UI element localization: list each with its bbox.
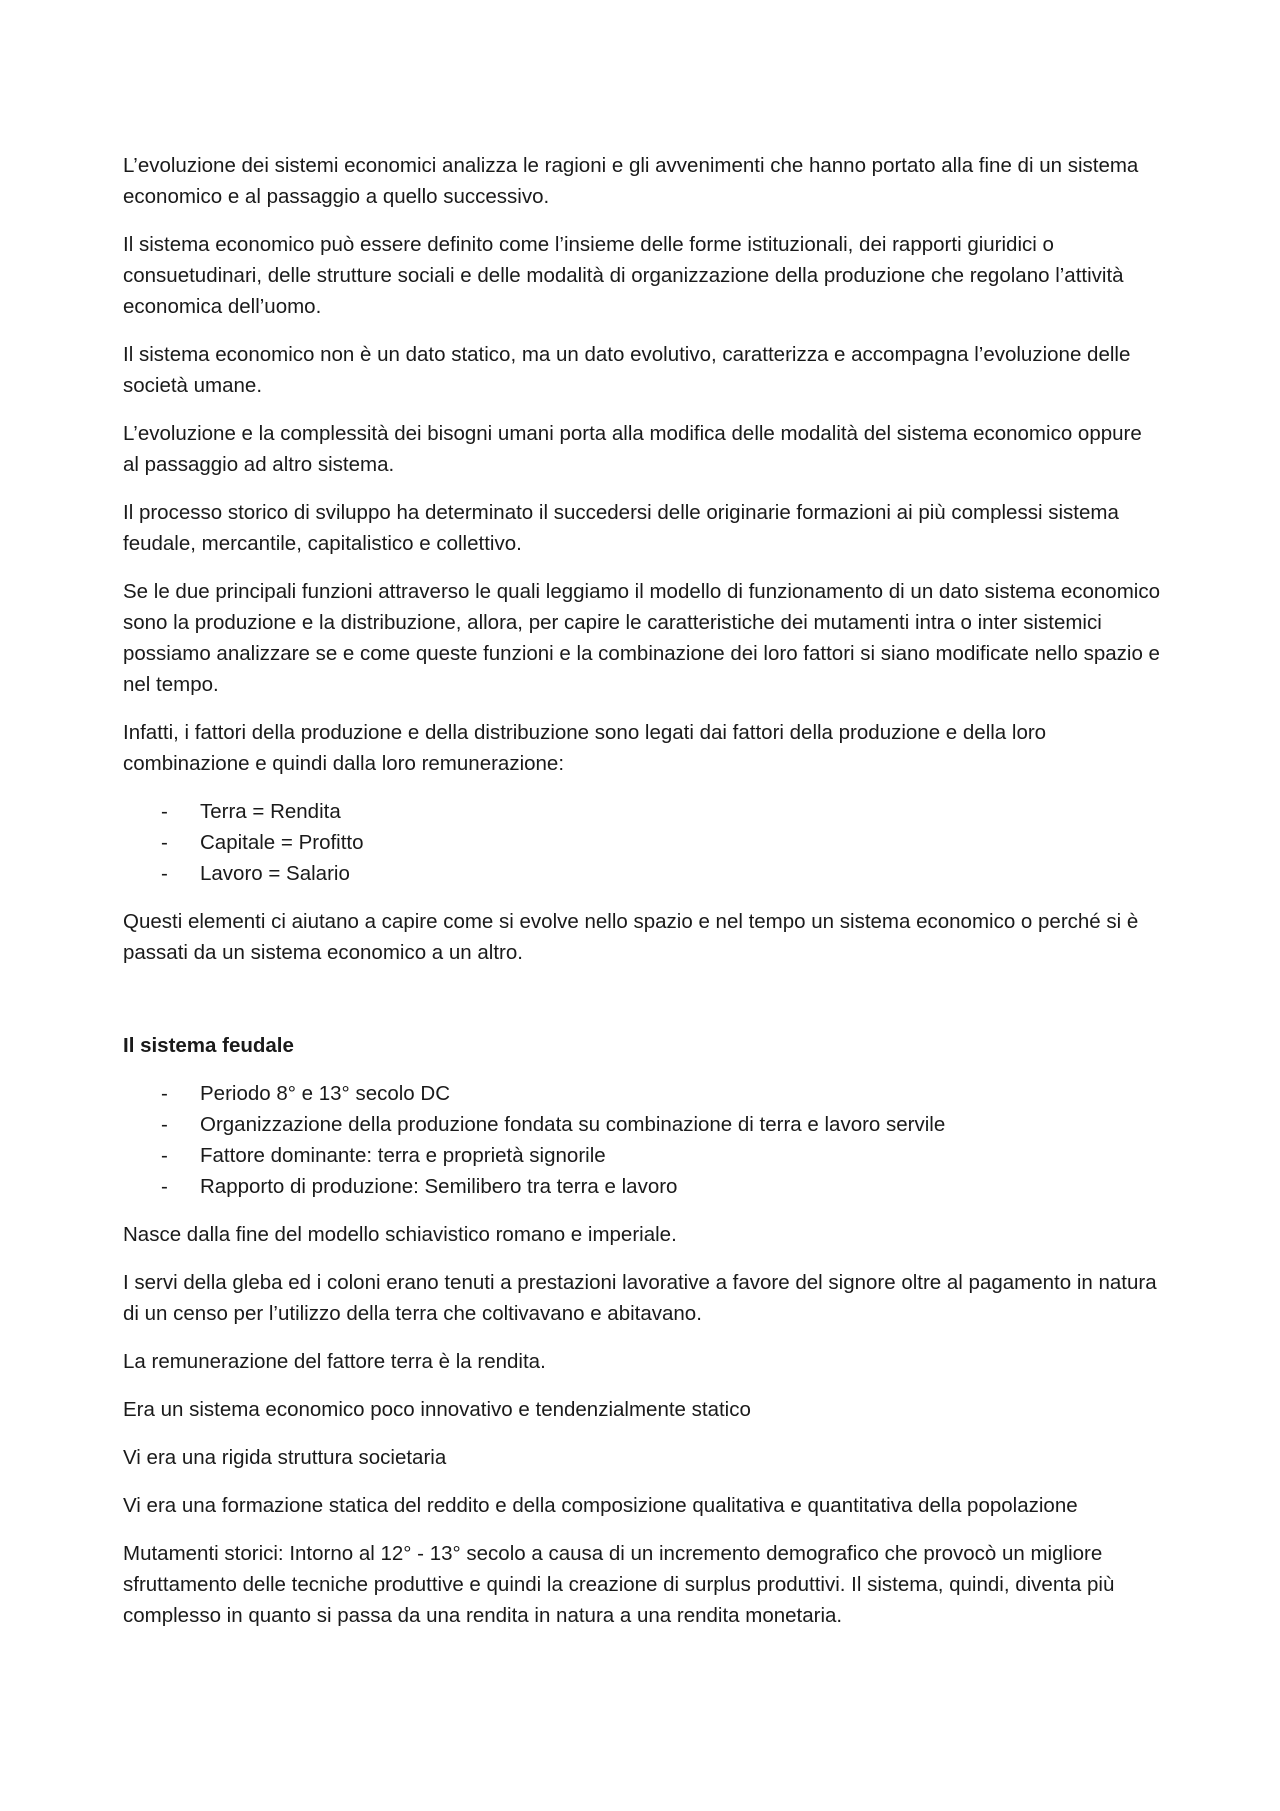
paragraph-intro-7: Infatti, i fattori della produzione e della distribuzione sono legati dai fattori della produzione e della loro combinazione e quindi dalla loro remunerazione: xyxy=(123,721,1047,775)
paragraph-intro-8: Questi elementi ci aiutano a capire come si evolve nello spazio e nel tempo un sistema economico o perché si è passati da un sistema economico a un altro. xyxy=(123,910,1139,964)
list-item: - Lavoro = Salario xyxy=(161,858,1160,889)
paragraph-feudal-4: Era un sistema economico poco innovativo e tendenzialmente statico xyxy=(123,1398,751,1421)
paragraph-intro-1: L’evoluzione dei sistemi economici analizza le ragioni e gli avvenimenti che hanno portato alla fine di un sistema economico e al passaggio a quello successivo. xyxy=(123,154,1139,208)
paragraph-feudal-2: I servi della gleba ed i coloni erano tenuti a prestazioni lavorative a favore del signore oltre al pagamento in natura di un censo per l’utilizzo della terra che coltivavano e abitavano. xyxy=(123,1271,1157,1325)
list-item: - Periodo 8° e 13° secolo DC xyxy=(161,1078,1160,1109)
section-heading-feudal: Il sistema feudale xyxy=(123,1034,294,1057)
list-item: - Rapporto di produzione: Semilibero tra terra e lavoro xyxy=(161,1171,1160,1202)
paragraph-feudal-1: Nasce dalla fine del modello schiavistico romano e imperiale. xyxy=(123,1223,677,1246)
paragraph-intro-2: Il sistema economico può essere definito come l’insieme delle forme istituzionali, dei rapporti giuridici o consuetudinari, delle strutture sociali e delle modalità di organizzazione della produzione che regolano l’attività economica dell’uomo. xyxy=(123,233,1124,318)
list-item: - Capitale = Profitto xyxy=(161,827,1160,858)
factors-list xyxy=(123,796,1160,889)
paragraph-intro-6: Se le due principali funzioni attraverso le quali leggiamo il modello di funzionamento di un dato sistema economico sono la produzione e la distribuzione, allora, per capire le caratteristiche dei mutamenti intra o inter sistemici possiamo analizzare se e come queste funzioni e la combinazione dei loro fattori si siano modificate nello spazio e nel tempo. xyxy=(123,580,1160,696)
list-item: - Organizzazione della produzione fondata su combinazione di terra e lavoro servile xyxy=(161,1109,1160,1140)
paragraph-feudal-5: Vi era una rigida struttura societaria xyxy=(123,1446,447,1469)
feudal-features-list xyxy=(123,1078,1160,1202)
list-item: - Terra = Rendita xyxy=(161,796,1160,827)
paragraph-feudal-7: Mutamenti storici: Intorno al 12° - 13° secolo a causa di un incremento demografico che provocò un migliore sfruttamento delle tecniche produttive e quindi la creazione di surplus produttivi. Il sistema, quindi, diventa più complesso in quanto si passa da una rendita in natura a una rendita monetaria. xyxy=(123,1542,1115,1627)
list-item: - Fattore dominante: terra e proprietà signorile xyxy=(161,1140,1160,1171)
paragraph-intro-3: Il sistema economico non è un dato statico, ma un dato evolutivo, caratterizza e accompagna l’evoluzione delle società umane. xyxy=(123,343,1131,397)
paragraph-intro-5: Il processo storico di sviluppo ha determinato il succedersi delle originarie formazioni ai più complessi sistema feudale, mercantile, capitalistico e collettivo. xyxy=(123,501,1119,555)
paragraph-feudal-3: La remunerazione del fattore terra è la rendita. xyxy=(123,1350,546,1373)
paragraph-intro-4: L’evoluzione e la complessità dei bisogni umani porta alla modifica delle modalità del sistema economico oppure al passaggio ad altro sistema. xyxy=(123,422,1142,476)
paragraph-feudal-6: Vi era una formazione statica del reddito e della composizione qualitativa e quantitativa della popolazione xyxy=(123,1494,1078,1517)
